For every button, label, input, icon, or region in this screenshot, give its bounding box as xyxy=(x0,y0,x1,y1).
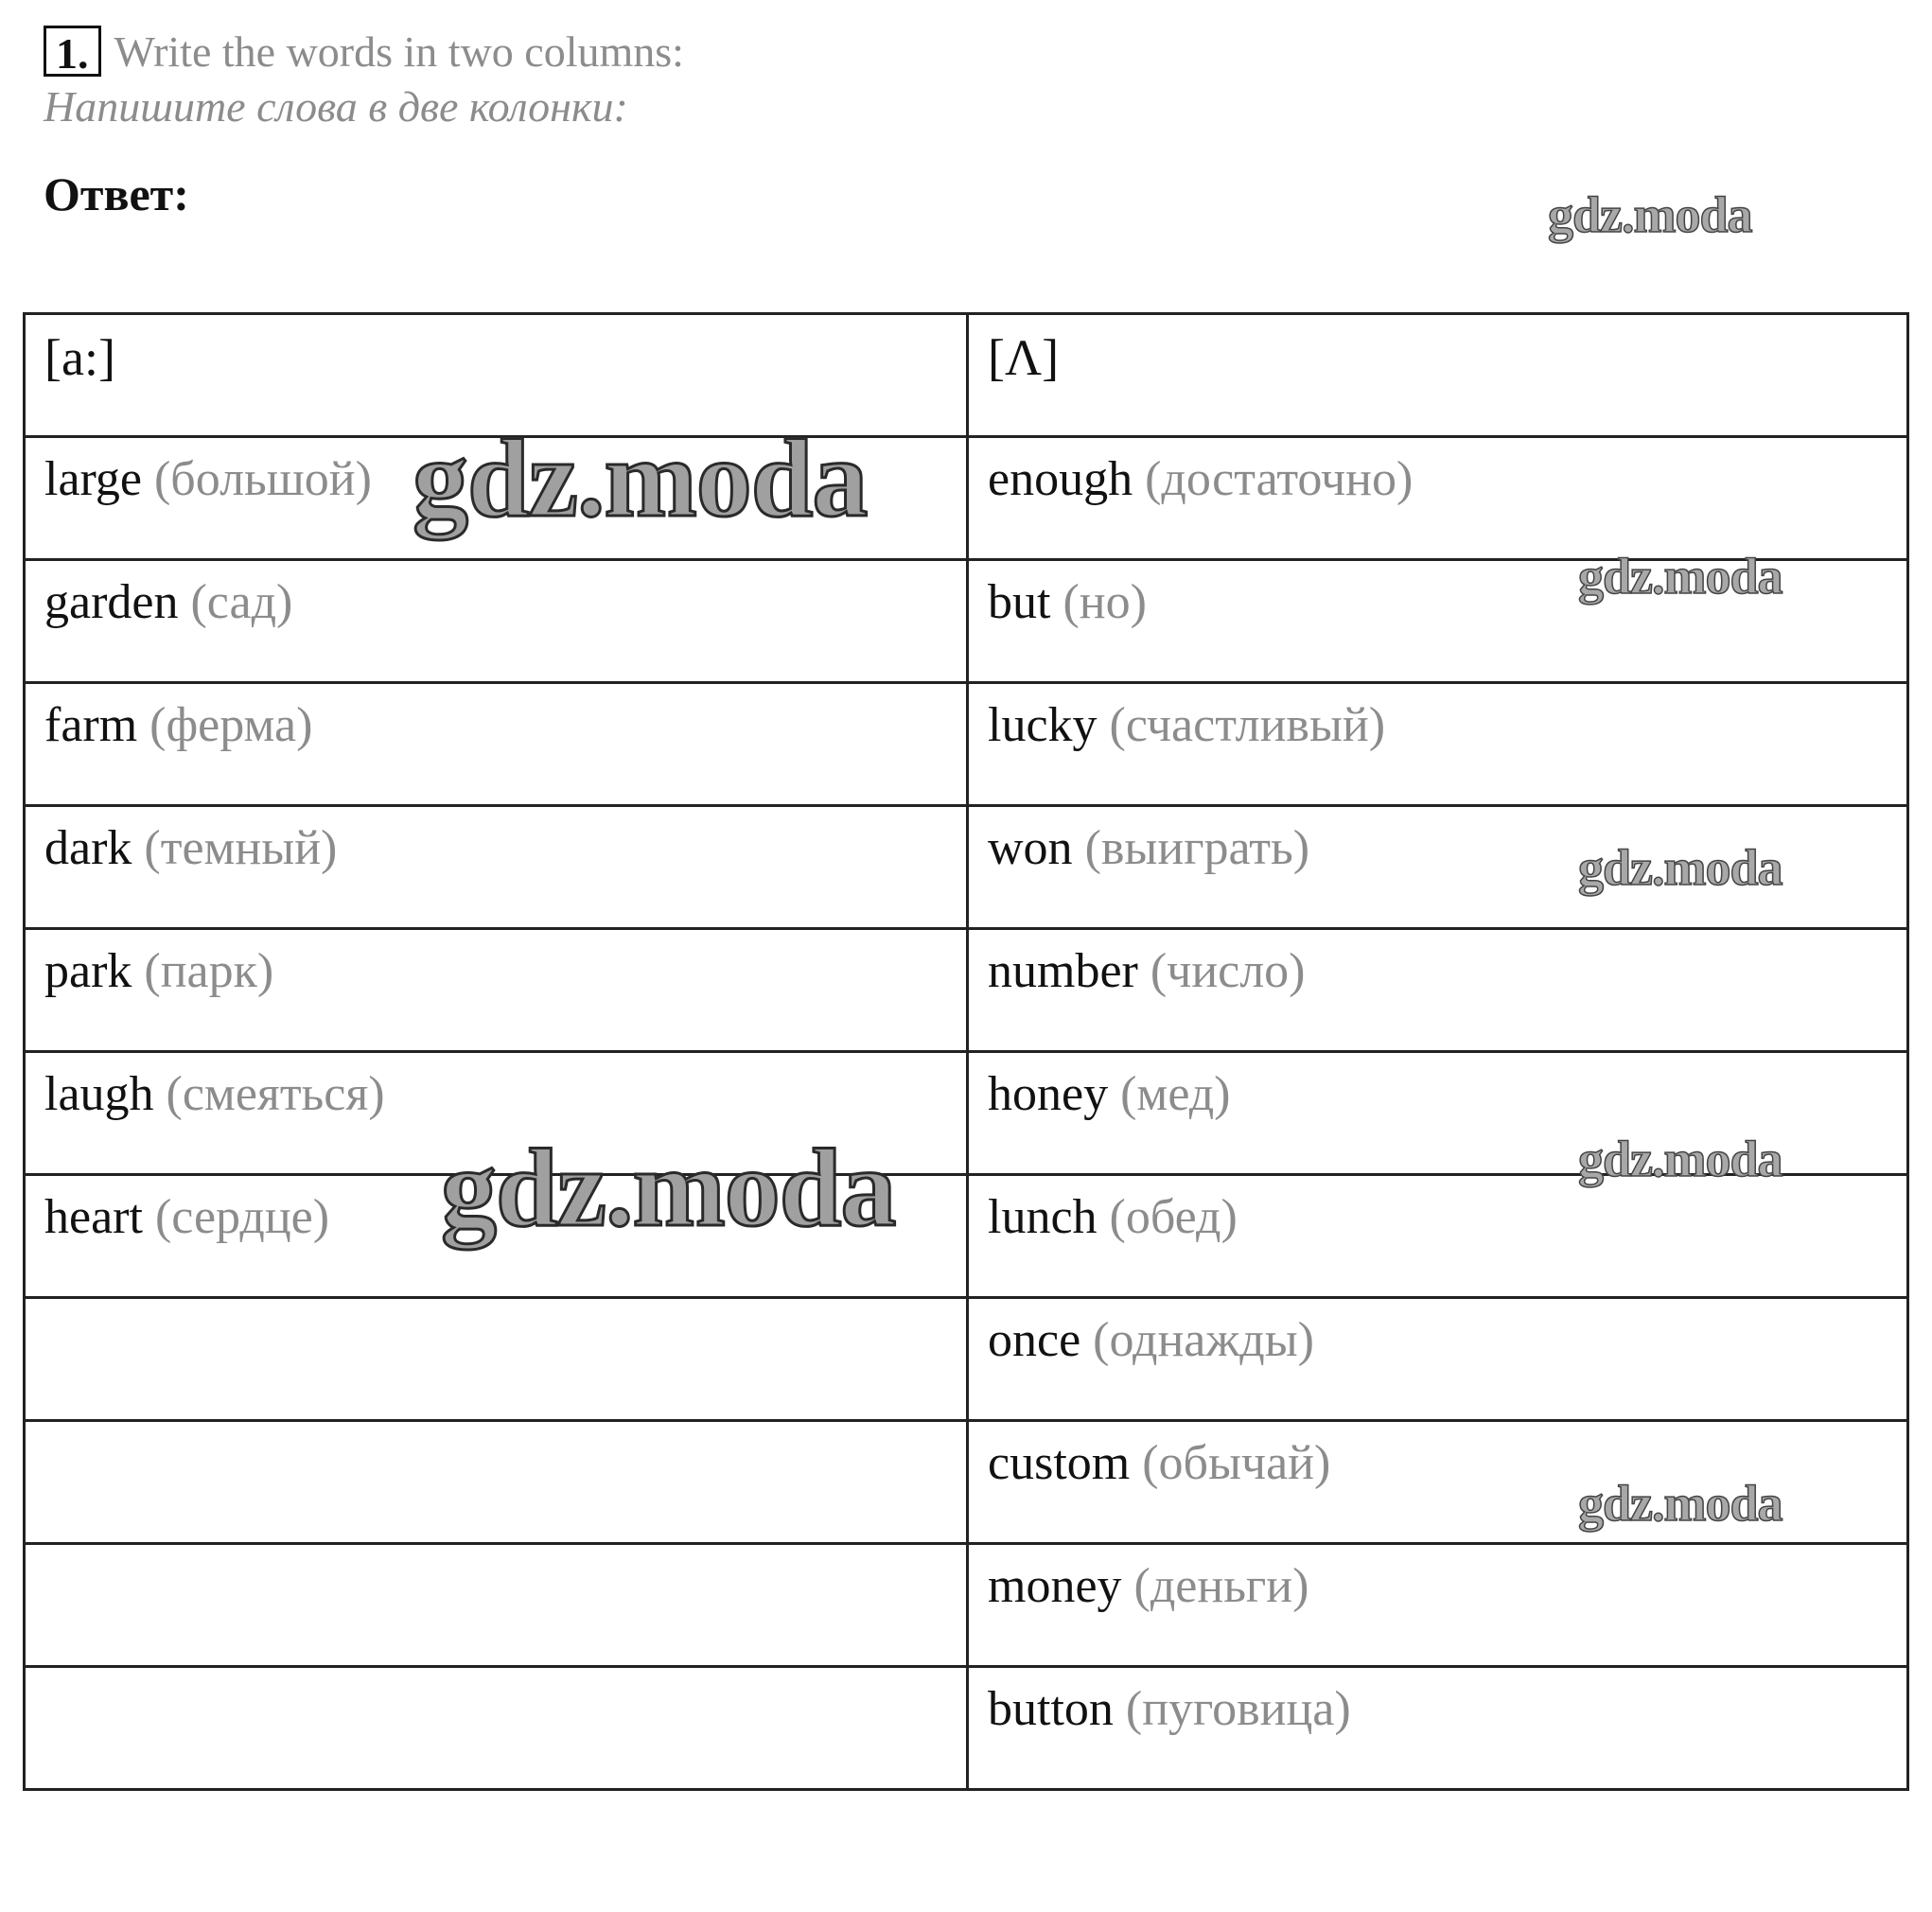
task-number: 1. xyxy=(44,26,101,77)
table-row xyxy=(25,437,1908,560)
lambda-sound-cell xyxy=(968,1052,1908,1175)
task-subtitle: Напишите слова в две колонки: xyxy=(44,82,628,131)
a-sound-cell xyxy=(25,1298,968,1421)
a-sound-cell xyxy=(25,929,968,1052)
table-row xyxy=(25,929,1908,1052)
russian-translation: (темный) xyxy=(144,821,338,875)
russian-translation: (выиграть) xyxy=(1084,821,1310,875)
english-word: button xyxy=(988,1682,1114,1736)
english-word: large xyxy=(44,452,142,506)
english-word: honey xyxy=(988,1067,1109,1121)
lambda-sound-cell xyxy=(968,929,1908,1052)
phonetic-a-label: [a:] xyxy=(44,329,115,386)
russian-translation: (счастливый) xyxy=(1109,698,1386,752)
english-word: won xyxy=(988,821,1073,875)
table-row xyxy=(25,1667,1908,1790)
russian-translation: (сердце) xyxy=(154,1190,330,1244)
english-word: number xyxy=(988,944,1138,998)
lambda-sound-cell xyxy=(968,683,1908,806)
english-word: heart xyxy=(44,1190,143,1244)
table-row xyxy=(25,1052,1908,1175)
english-word: but xyxy=(988,575,1051,629)
phonetic-lambda-label: [Λ] xyxy=(988,329,1060,386)
lambda-sound-cell xyxy=(968,1421,1908,1544)
russian-translation: (обычай) xyxy=(1142,1436,1331,1490)
russian-translation: (деньги) xyxy=(1133,1559,1309,1613)
watermark-logo: gdz.moda xyxy=(1578,548,1783,605)
english-word: money xyxy=(988,1559,1122,1613)
english-word: lunch xyxy=(988,1190,1098,1244)
lambda-sound-cell xyxy=(968,560,1908,683)
a-sound-cell xyxy=(25,806,968,929)
english-word: custom xyxy=(988,1436,1131,1490)
lambda-sound-cell xyxy=(968,1544,1908,1667)
watermark-logo: gdz.moda xyxy=(1548,186,1752,243)
a-sound-cell xyxy=(25,437,968,560)
answer-label: Ответ: xyxy=(44,167,189,220)
a-sound-cell xyxy=(25,1052,968,1175)
table-header-row xyxy=(25,314,1908,437)
russian-translation: (смеяться) xyxy=(166,1067,385,1121)
lambda-sound-cell xyxy=(968,1298,1908,1421)
russian-translation: (число) xyxy=(1150,944,1306,998)
table-row xyxy=(25,560,1908,683)
english-word: lucky xyxy=(988,698,1098,752)
table-row xyxy=(25,1298,1908,1421)
watermark-logo: gdz.moda xyxy=(1578,839,1783,896)
table-row xyxy=(25,683,1908,806)
russian-translation: (обед) xyxy=(1109,1190,1238,1244)
header-cell-lambda xyxy=(968,314,1908,437)
table-row xyxy=(25,1421,1908,1544)
english-word: enough xyxy=(988,452,1133,506)
a-sound-cell xyxy=(25,560,968,683)
a-sound-cell xyxy=(25,1175,968,1298)
lambda-sound-cell xyxy=(968,1667,1908,1790)
lambda-sound-cell xyxy=(968,806,1908,929)
watermark-logo: gdz.moda xyxy=(1578,1475,1783,1532)
russian-translation: (достаточно) xyxy=(1145,452,1414,506)
watermark-logo: gdz.moda xyxy=(1578,1131,1783,1187)
russian-translation: (мед) xyxy=(1120,1067,1231,1121)
lambda-sound-cell xyxy=(968,437,1908,560)
a-sound-cell xyxy=(25,1667,968,1790)
russian-translation: (ферма) xyxy=(149,698,313,752)
task-header xyxy=(44,21,684,81)
english-word: dark xyxy=(44,821,132,875)
russian-translation: (однажды) xyxy=(1093,1313,1314,1367)
russian-translation: (но) xyxy=(1063,575,1147,629)
english-word: farm xyxy=(44,698,138,752)
a-sound-cell xyxy=(25,1544,968,1667)
english-word: garden xyxy=(44,575,179,629)
lambda-sound-cell xyxy=(968,1175,1908,1298)
words-table xyxy=(23,312,1909,1791)
a-sound-cell xyxy=(25,683,968,806)
task-title: Write the words in two columns: xyxy=(114,26,684,76)
english-word: once xyxy=(988,1313,1081,1367)
russian-translation: (сад) xyxy=(190,575,293,629)
table-row xyxy=(25,1175,1908,1298)
english-word: laugh xyxy=(44,1067,154,1121)
table-row xyxy=(25,1544,1908,1667)
a-sound-cell xyxy=(25,1421,968,1544)
russian-translation: (парк) xyxy=(144,944,274,998)
watermark-logo: gdz.moda xyxy=(413,416,868,540)
watermark-logo: gdz.moda xyxy=(441,1126,896,1250)
russian-translation: (большой) xyxy=(153,452,372,506)
header-cell-a xyxy=(25,314,968,437)
english-word: park xyxy=(44,944,132,998)
table-row xyxy=(25,806,1908,929)
russian-translation: (пуговица) xyxy=(1125,1682,1351,1736)
